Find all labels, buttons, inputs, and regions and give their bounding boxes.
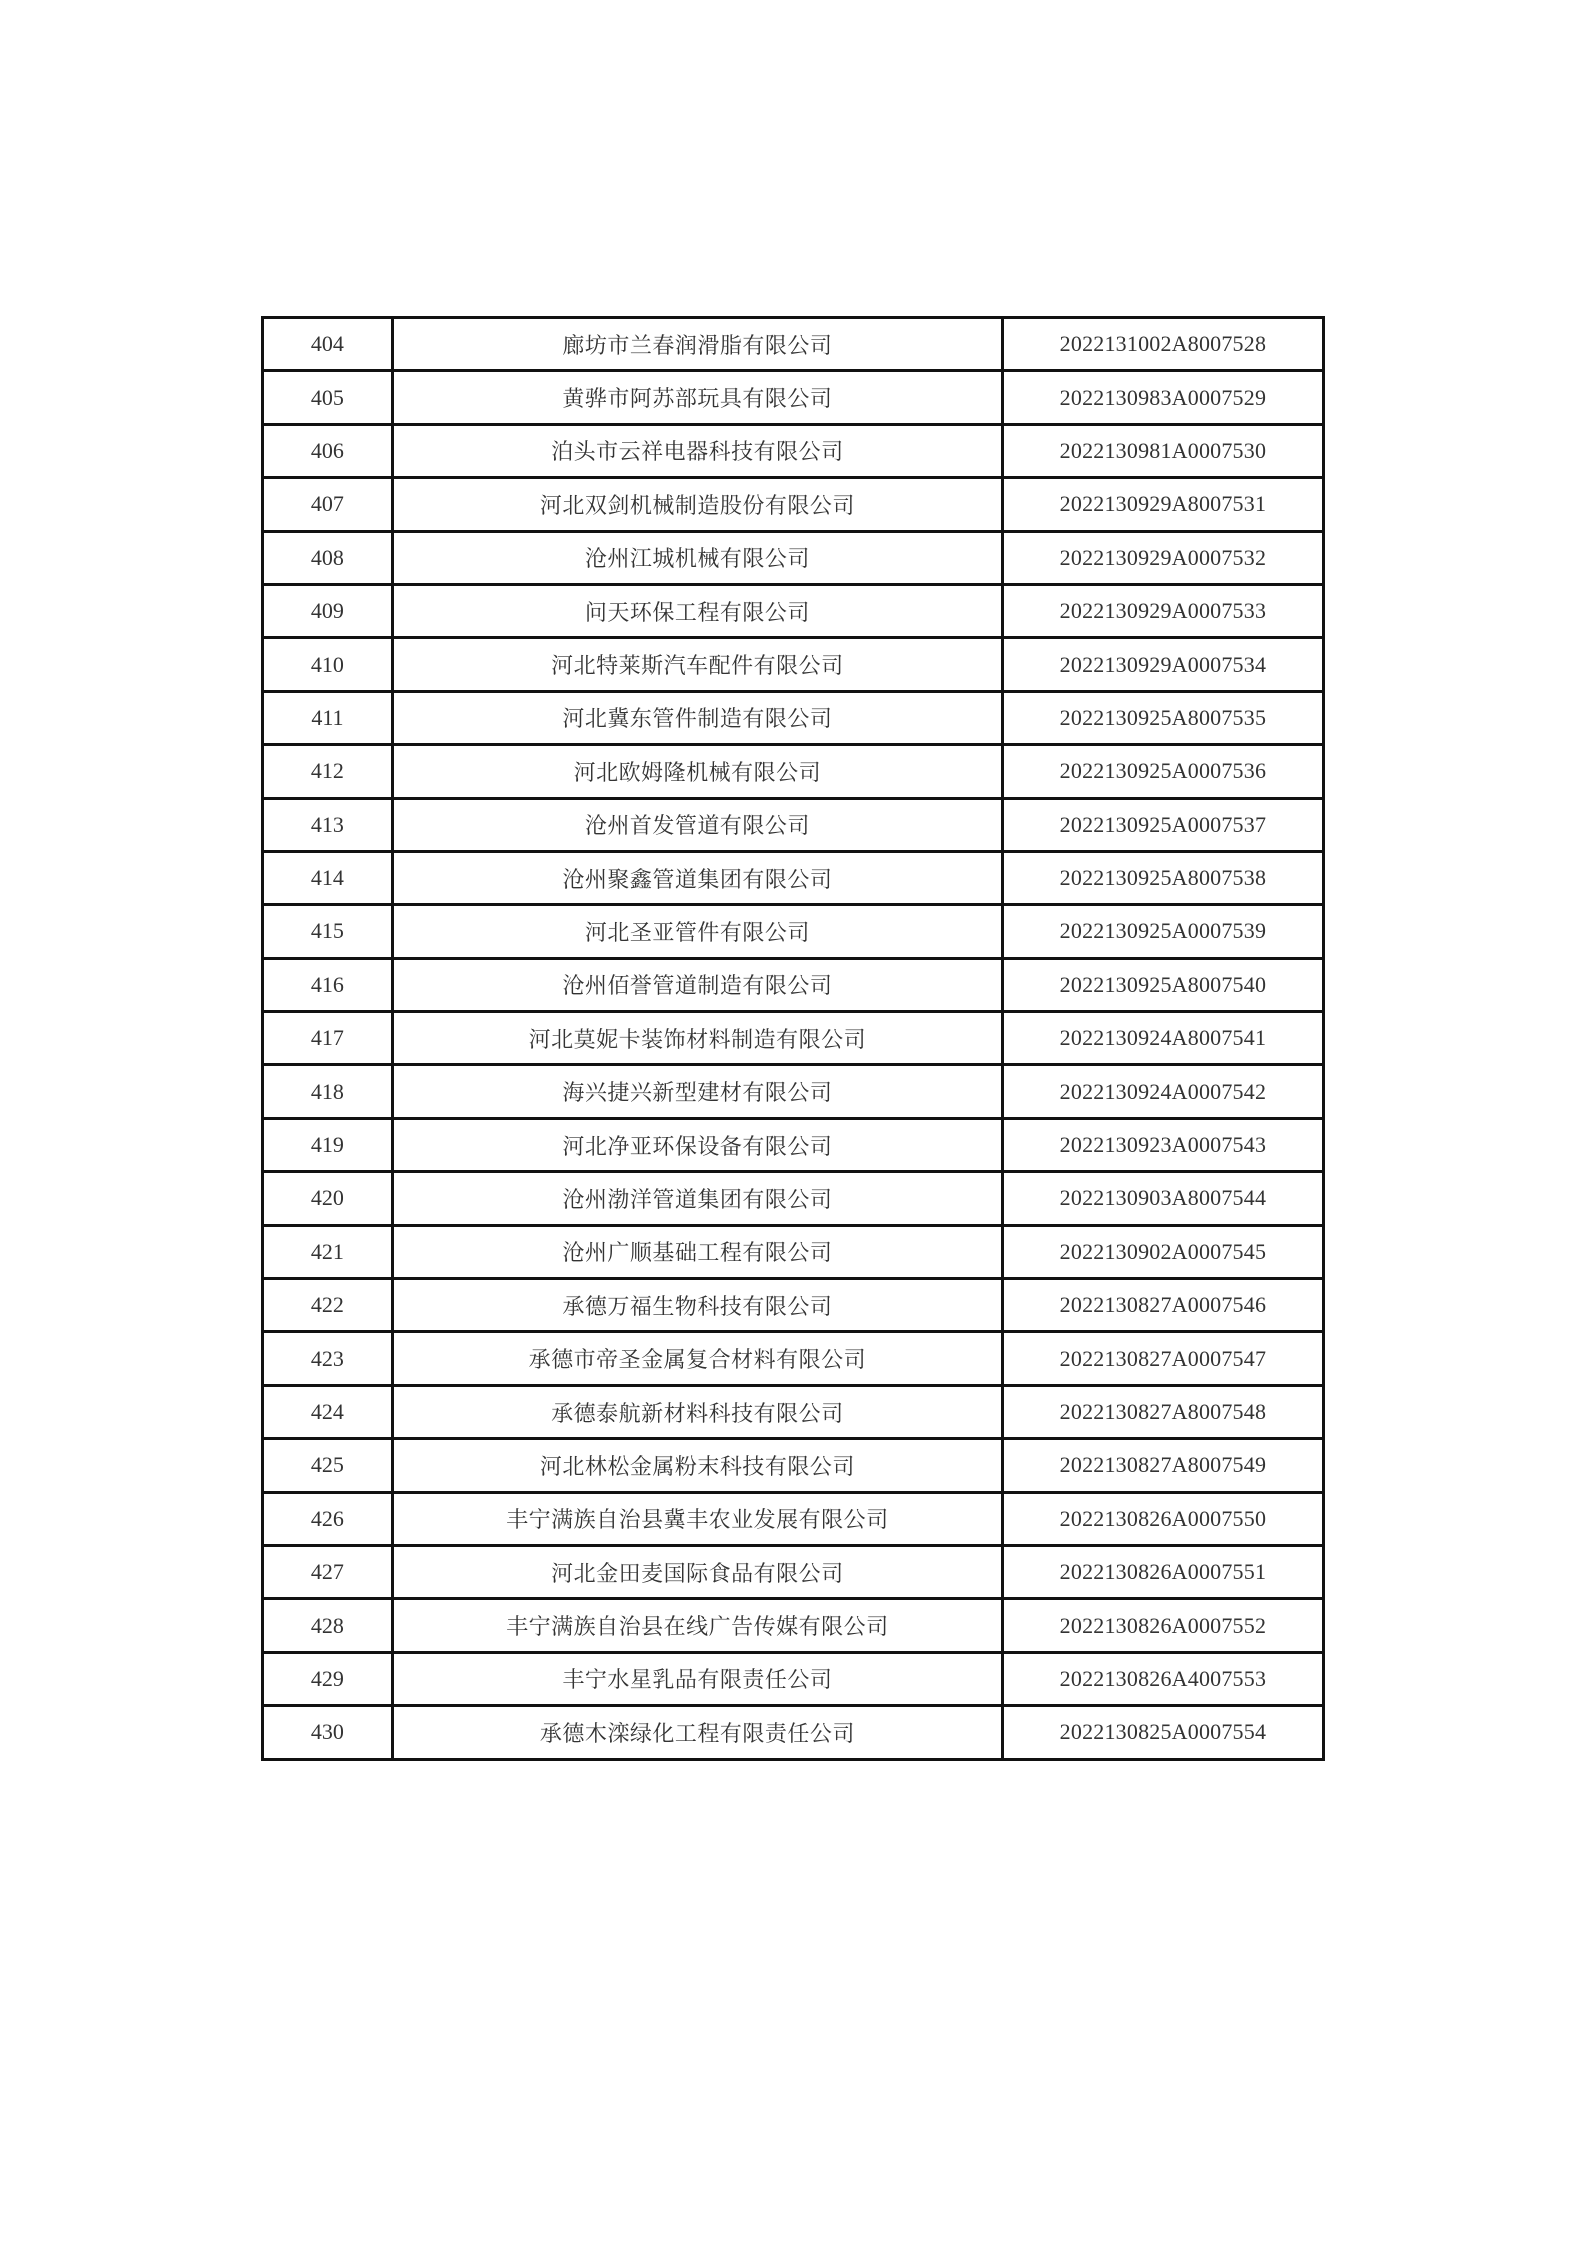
company-name: 河北冀东管件制造有限公司 — [392, 691, 1002, 744]
row-number: 419 — [263, 1118, 393, 1171]
row-number: 405 — [263, 371, 393, 424]
registration-code: 2022130929A0007534 — [1002, 638, 1323, 691]
row-number: 426 — [263, 1492, 393, 1545]
company-name: 沧州广顺基础工程有限公司 — [392, 1225, 1002, 1278]
company-name: 泊头市云祥电器科技有限公司 — [392, 424, 1002, 477]
table-row — [263, 1172, 1324, 1225]
table-row — [263, 1652, 1324, 1705]
table-row — [263, 1332, 1324, 1385]
company-name: 承德万福生物科技有限公司 — [392, 1279, 1002, 1332]
registration-code: 2022130826A0007551 — [1002, 1545, 1323, 1598]
row-number: 427 — [263, 1545, 393, 1598]
company-name: 问天环保工程有限公司 — [392, 584, 1002, 637]
company-name: 沧州江城机械有限公司 — [392, 531, 1002, 584]
table-row — [263, 1599, 1324, 1652]
row-number: 415 — [263, 905, 393, 958]
company-name: 河北欧姆隆机械有限公司 — [392, 745, 1002, 798]
row-number: 416 — [263, 958, 393, 1011]
company-name: 丰宁满族自治县冀丰农业发展有限公司 — [392, 1492, 1002, 1545]
company-name: 沧州渤洋管道集团有限公司 — [392, 1172, 1002, 1225]
registration-code: 2022130902A0007545 — [1002, 1225, 1323, 1278]
registration-code: 2022131002A8007528 — [1002, 318, 1323, 371]
company-name: 沧州聚鑫管道集团有限公司 — [392, 851, 1002, 904]
row-number: 411 — [263, 691, 393, 744]
registration-code: 2022130827A0007546 — [1002, 1279, 1323, 1332]
registration-code: 2022130925A8007535 — [1002, 691, 1323, 744]
registration-code: 2022130827A8007549 — [1002, 1439, 1323, 1492]
company-name: 河北金田麦国际食品有限公司 — [392, 1545, 1002, 1598]
row-number: 425 — [263, 1439, 393, 1492]
registration-code: 2022130925A8007540 — [1002, 958, 1323, 1011]
company-name: 沧州首发管道有限公司 — [392, 798, 1002, 851]
table-row — [263, 1118, 1324, 1171]
table-row — [263, 1012, 1324, 1065]
table-row — [263, 745, 1324, 798]
table-row — [263, 1279, 1324, 1332]
registration-code: 2022130826A0007552 — [1002, 1599, 1323, 1652]
registration-code: 2022130826A0007550 — [1002, 1492, 1323, 1545]
table-row — [263, 1225, 1324, 1278]
registration-code: 2022130903A8007544 — [1002, 1172, 1323, 1225]
table-row — [263, 371, 1324, 424]
table-row — [263, 318, 1324, 371]
row-number: 417 — [263, 1012, 393, 1065]
company-name: 承德市帝圣金属复合材料有限公司 — [392, 1332, 1002, 1385]
row-number: 412 — [263, 745, 393, 798]
row-number: 423 — [263, 1332, 393, 1385]
registration-code: 2022130924A0007542 — [1002, 1065, 1323, 1118]
registration-code: 2022130925A0007539 — [1002, 905, 1323, 958]
registration-code: 2022130925A8007538 — [1002, 851, 1323, 904]
company-name: 河北林松金属粉末科技有限公司 — [392, 1439, 1002, 1492]
table-row — [263, 638, 1324, 691]
table-row — [263, 1065, 1324, 1118]
table-row — [263, 424, 1324, 477]
row-number: 408 — [263, 531, 393, 584]
company-name: 丰宁满族自治县在线广告传媒有限公司 — [392, 1599, 1002, 1652]
table-row — [263, 798, 1324, 851]
row-number: 404 — [263, 318, 393, 371]
company-name: 河北圣亚管件有限公司 — [392, 905, 1002, 958]
registration-code: 2022130827A8007548 — [1002, 1385, 1323, 1438]
row-number: 421 — [263, 1225, 393, 1278]
row-number: 418 — [263, 1065, 393, 1118]
table-row — [263, 1545, 1324, 1598]
row-number: 420 — [263, 1172, 393, 1225]
company-name: 承德木滦绿化工程有限责任公司 — [392, 1706, 1002, 1759]
row-number: 422 — [263, 1279, 393, 1332]
table-row — [263, 691, 1324, 744]
table-row — [263, 851, 1324, 904]
table-row — [263, 1385, 1324, 1438]
registration-code: 2022130925A0007537 — [1002, 798, 1323, 851]
company-name: 承德泰航新材料科技有限公司 — [392, 1385, 1002, 1438]
table-row — [263, 1439, 1324, 1492]
row-number: 414 — [263, 851, 393, 904]
table-row — [263, 531, 1324, 584]
registration-code: 2022130825A0007554 — [1002, 1706, 1323, 1759]
company-name: 黄骅市阿苏部玩具有限公司 — [392, 371, 1002, 424]
row-number: 424 — [263, 1385, 393, 1438]
table-row — [263, 905, 1324, 958]
registration-code: 2022130929A0007532 — [1002, 531, 1323, 584]
company-name: 河北净亚环保设备有限公司 — [392, 1118, 1002, 1171]
table-row — [263, 478, 1324, 531]
row-number: 430 — [263, 1706, 393, 1759]
company-name: 河北双剑机械制造股份有限公司 — [392, 478, 1002, 531]
registration-code: 2022130924A8007541 — [1002, 1012, 1323, 1065]
registration-code: 2022130827A0007547 — [1002, 1332, 1323, 1385]
row-number: 428 — [263, 1599, 393, 1652]
registration-code: 2022130929A8007531 — [1002, 478, 1323, 531]
company-name: 廊坊市兰春润滑脂有限公司 — [392, 318, 1002, 371]
registration-code: 2022130923A0007543 — [1002, 1118, 1323, 1171]
row-number: 413 — [263, 798, 393, 851]
company-name: 海兴捷兴新型建材有限公司 — [392, 1065, 1002, 1118]
table-row — [263, 958, 1324, 1011]
registration-code: 2022130826A4007553 — [1002, 1652, 1323, 1705]
company-name: 沧州佰誉管道制造有限公司 — [392, 958, 1002, 1011]
table-row — [263, 1492, 1324, 1545]
company-name: 丰宁水星乳品有限责任公司 — [392, 1652, 1002, 1705]
table-row — [263, 584, 1324, 637]
registration-code: 2022130983A0007529 — [1002, 371, 1323, 424]
enterprise-list-table — [261, 316, 1325, 1761]
company-name: 河北莫妮卡装饰材料制造有限公司 — [392, 1012, 1002, 1065]
table-row — [263, 1706, 1324, 1759]
row-number: 409 — [263, 584, 393, 637]
row-number: 410 — [263, 638, 393, 691]
company-name: 河北特莱斯汽车配件有限公司 — [392, 638, 1002, 691]
registration-code: 2022130929A0007533 — [1002, 584, 1323, 637]
row-number: 406 — [263, 424, 393, 477]
registration-code: 2022130925A0007536 — [1002, 745, 1323, 798]
row-number: 407 — [263, 478, 393, 531]
registration-code: 2022130981A0007530 — [1002, 424, 1323, 477]
row-number: 429 — [263, 1652, 393, 1705]
